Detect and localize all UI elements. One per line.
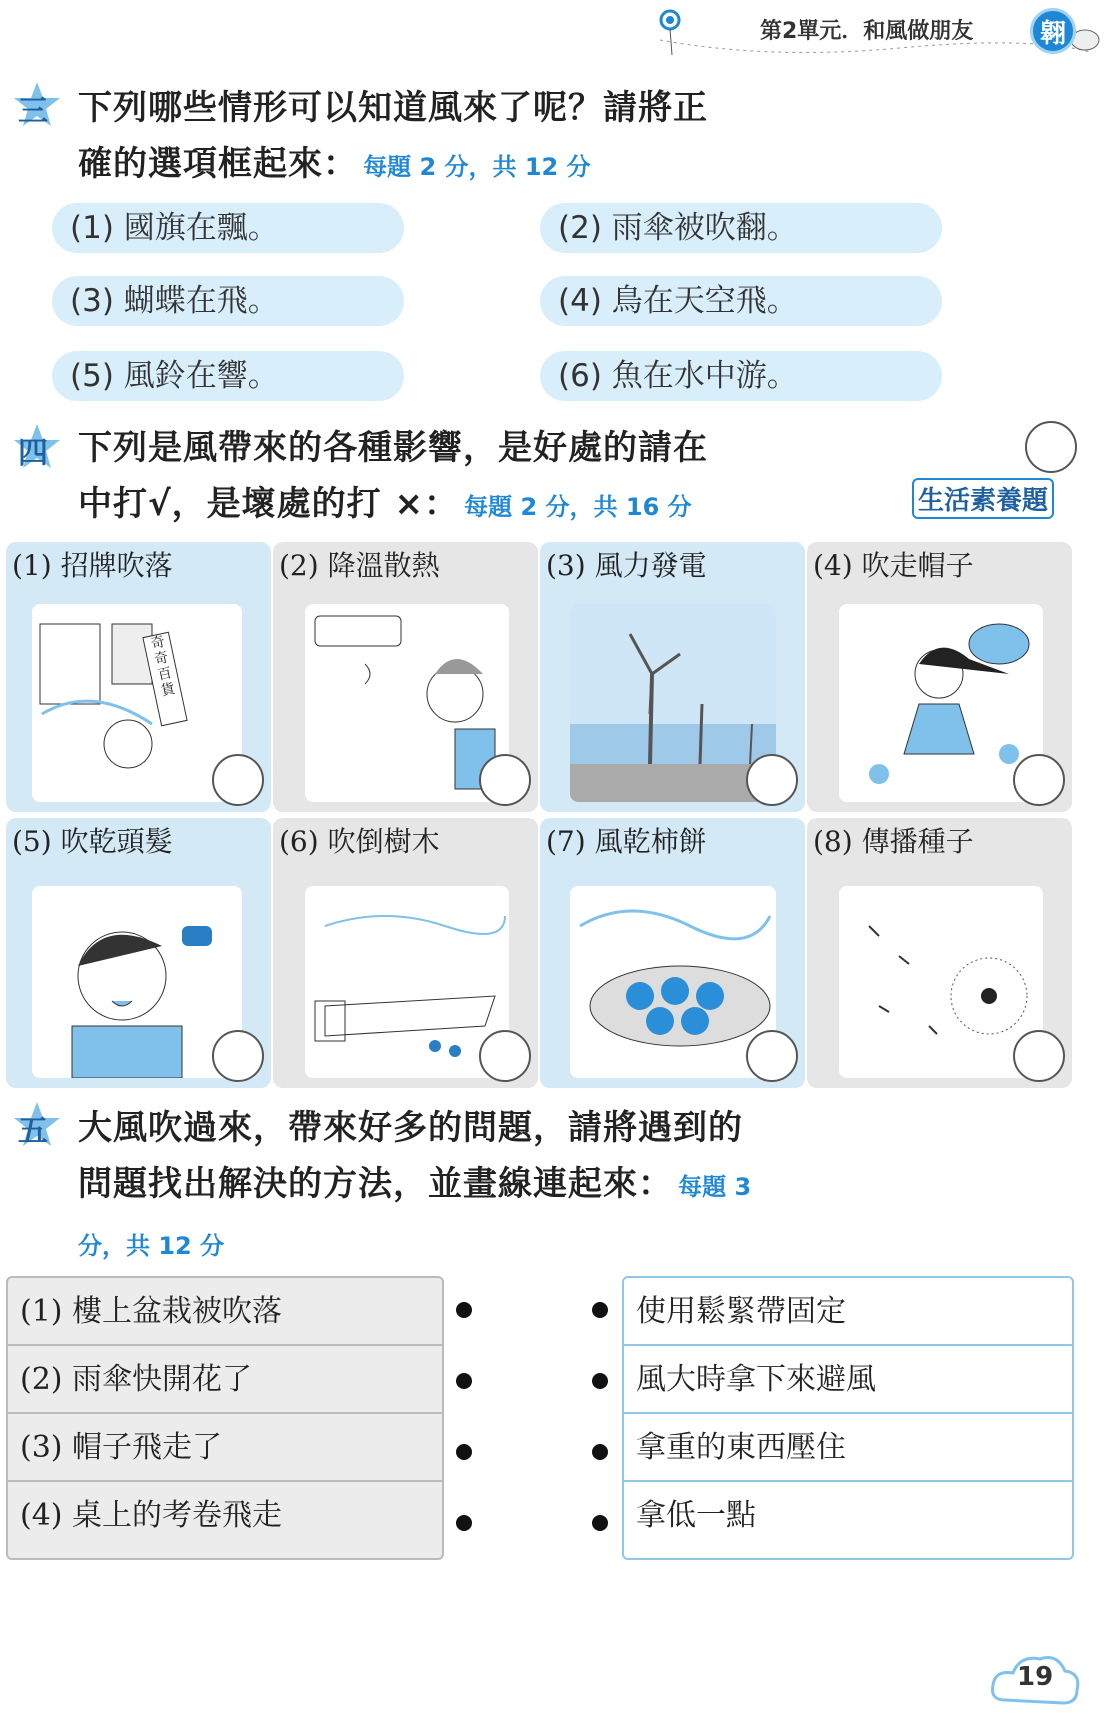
q4-picture: [839, 886, 1043, 1078]
problem-item: (1) 樓上盆栽被吹落: [8, 1278, 442, 1346]
q4-number: 四: [18, 436, 48, 471]
q4-item-label: (8) 傳播種子: [813, 825, 974, 858]
q4-text-line1: 下列是風帶來的各種影響，是好處的請在: [78, 428, 708, 468]
q4-picture: [32, 604, 242, 802]
answer-circle[interactable]: [479, 1030, 531, 1082]
q3-number: 三: [18, 94, 48, 129]
q4-item-label: (6) 吹倒樹木: [279, 825, 440, 858]
q3-option[interactable]: (6) 魚在水中游。: [540, 351, 942, 401]
q4-score: 每題 2 分，共 16 分: [464, 493, 692, 521]
q4-card: [807, 542, 1072, 812]
q4-item-label: (5) 吹乾頭髮: [12, 825, 173, 858]
q3-option[interactable]: (3) 蝴蝶在飛。: [52, 276, 404, 326]
match-dot-left[interactable]: [456, 1373, 472, 1389]
solution-item: 拿低一點: [636, 1498, 756, 1533]
q4-picture: [570, 886, 776, 1078]
q4-item-label: (2) 降溫散熱: [279, 549, 440, 582]
q5-text-line2: 問題找出解決的方法，並畫線連起來：: [78, 1164, 673, 1204]
match-dot-left[interactable]: [456, 1515, 472, 1531]
answer-circle[interactable]: [479, 754, 531, 806]
answer-circle-sample: [1025, 421, 1077, 473]
q3-score: 每題 2 分，共 12 分: [363, 153, 591, 181]
q3-option[interactable]: (1) 國旗在飄。: [52, 203, 404, 253]
match-dot-right[interactable]: [592, 1515, 608, 1531]
q4-text-line2: 中打√，是壞處的打 ×：: [78, 484, 460, 524]
problem-item: (2) 雨傘快開花了: [8, 1346, 442, 1414]
answer-circle[interactable]: [746, 1030, 798, 1082]
q4-item-label: (7) 風乾柿餅: [546, 825, 707, 858]
solution-list: [622, 1276, 1074, 1560]
answer-circle[interactable]: [1013, 754, 1065, 806]
problem-list: [6, 1276, 444, 1560]
problem-item: (3) 帽子飛走了: [8, 1414, 442, 1482]
literacy-badge: 生活素養題: [912, 478, 1054, 519]
unit-title: 第2單元．和風做朋友: [760, 19, 974, 44]
q3-text-line2: 確的選項框起來：: [78, 144, 358, 184]
shop-sign-text: 奇奇百貨: [149, 633, 177, 700]
q4-card: [273, 542, 538, 812]
solution-item: 風大時拿下來避風: [624, 1346, 1072, 1414]
match-dot-right[interactable]: [592, 1373, 608, 1389]
q4-card: [6, 818, 271, 1088]
q4-card: [540, 818, 805, 1088]
q4-card: [807, 818, 1072, 1088]
solution-item: 拿重的東西壓住: [624, 1414, 1072, 1482]
q5-text-line1: 大風吹過來，帶來好多的問題，請將遇到的: [78, 1108, 743, 1148]
q4-picture: [839, 604, 1043, 802]
answer-circle[interactable]: [746, 754, 798, 806]
q3-option[interactable]: (2) 雨傘被吹翻。: [540, 203, 942, 253]
q4-item-label: (3) 風力發電: [546, 549, 707, 582]
q5-number: 五: [18, 1114, 48, 1149]
answer-circle[interactable]: [212, 754, 264, 806]
q4-item-label: (1) 招牌吹落: [12, 549, 173, 582]
problem-item: (4) 桌上的考卷飛走: [20, 1498, 283, 1533]
q3-text-line1: 下列哪些情形可以知道風來了呢？請將正: [78, 88, 708, 128]
match-dot-left[interactable]: [456, 1444, 472, 1460]
answer-circle[interactable]: [212, 1030, 264, 1082]
q4-card: [273, 818, 538, 1088]
match-dot-left[interactable]: [456, 1302, 472, 1318]
q4-card: [6, 542, 271, 812]
q4-picture: [305, 604, 509, 802]
q4-picture: [570, 604, 776, 802]
unit-badge: 翱: [1030, 8, 1076, 54]
q3-option[interactable]: (5) 風鈴在響。: [52, 351, 404, 401]
answer-circle[interactable]: [1013, 1030, 1065, 1082]
q4-picture: [305, 886, 509, 1078]
q5-score: 每題 3: [678, 1173, 752, 1201]
q4-item-label: (4) 吹走帽子: [813, 549, 974, 582]
q4-card: [540, 542, 805, 812]
page-number: 19: [1017, 1662, 1054, 1692]
match-dot-right[interactable]: [592, 1444, 608, 1460]
match-dot-right[interactable]: [592, 1302, 608, 1318]
q5-score-cont: 分，共 12 分: [78, 1232, 225, 1260]
q4-picture: [32, 886, 242, 1078]
q3-option[interactable]: (4) 鳥在天空飛。: [540, 276, 942, 326]
solution-item: 使用鬆緊帶固定: [624, 1278, 1072, 1346]
